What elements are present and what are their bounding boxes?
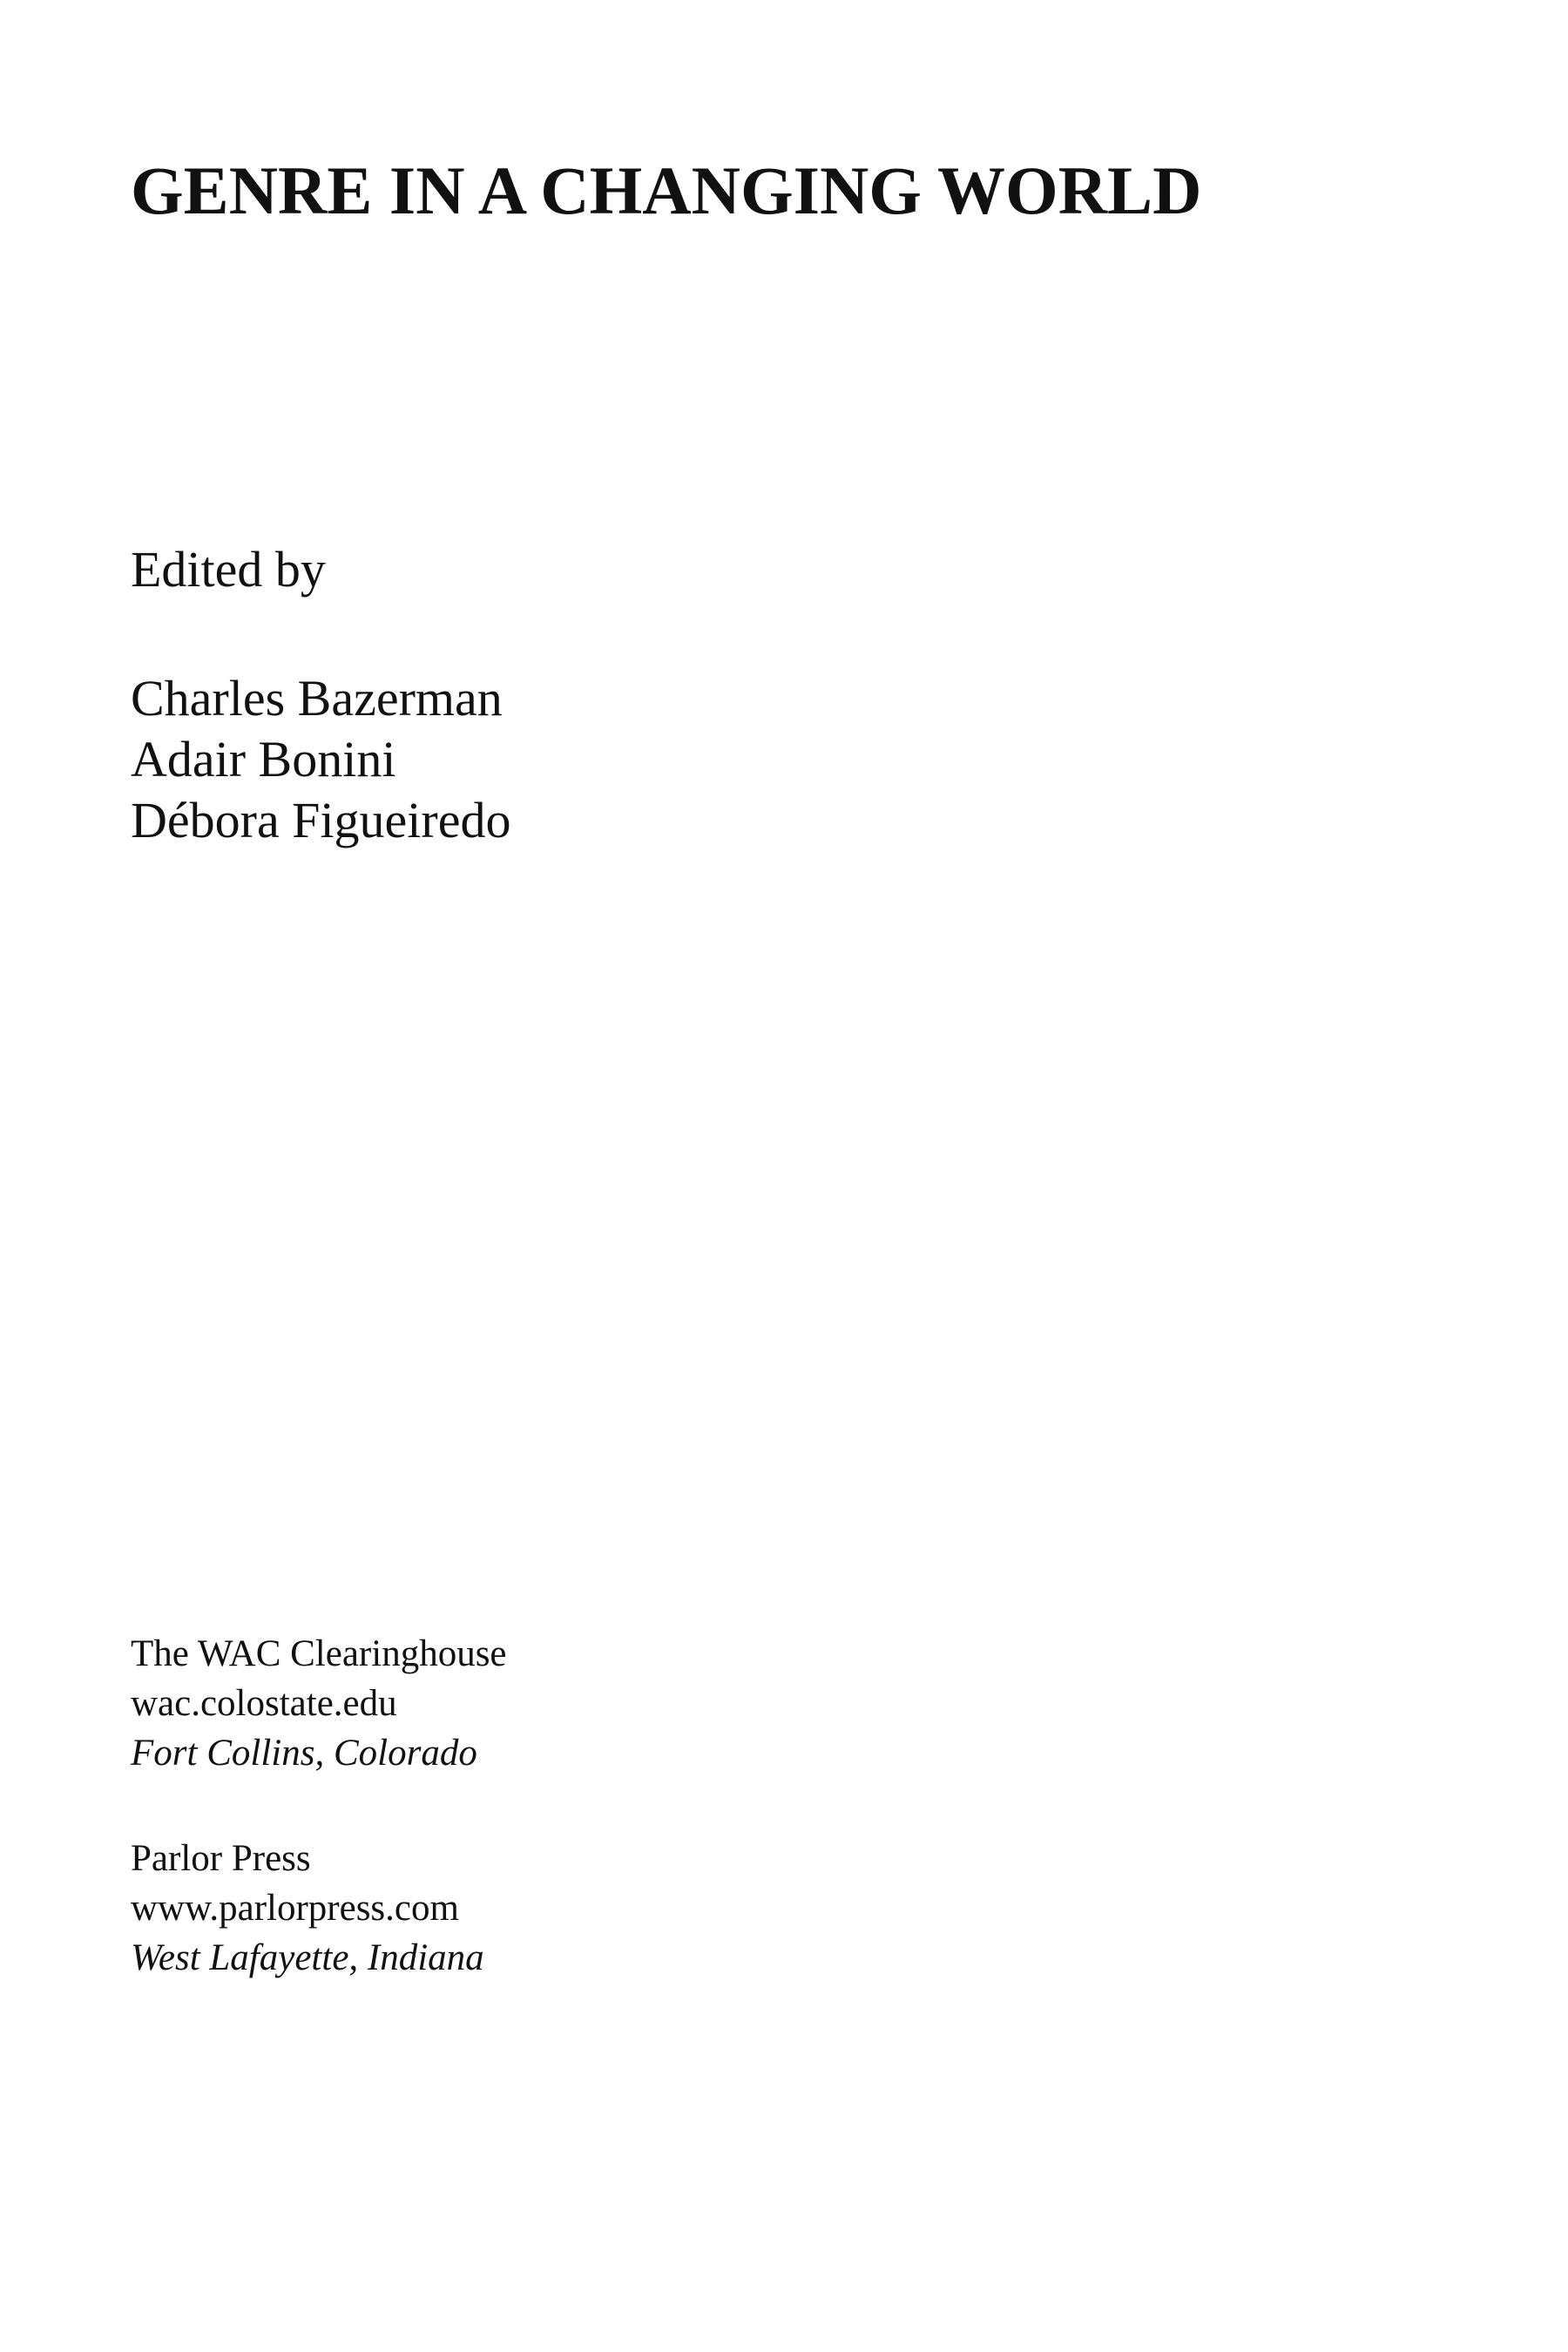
editor-list	[131, 668, 510, 851]
editor-name: Adair Bonini	[131, 731, 396, 787]
publisher-name: Parlor Press	[131, 1838, 311, 1879]
editor-name: Débora Figueiredo	[131, 792, 511, 848]
publisher-website: www.parlorpress.com	[131, 1888, 459, 1929]
publisher-block-parlor	[131, 1834, 484, 1983]
publisher-website: wac.colostate.edu	[131, 1683, 397, 1724]
book-title: GENRE IN A CHANGING WORLD	[131, 152, 1202, 228]
publisher-location: West Lafayette, Indiana	[131, 1937, 484, 1978]
edited-by-label: Edited by	[131, 541, 326, 598]
publisher-location: Fort Collins, Colorado	[131, 1733, 477, 1774]
publisher-block-wac	[131, 1629, 507, 1778]
editor-name: Charles Bazerman	[131, 670, 503, 727]
publisher-name: The WAC Clearinghouse	[131, 1633, 507, 1674]
